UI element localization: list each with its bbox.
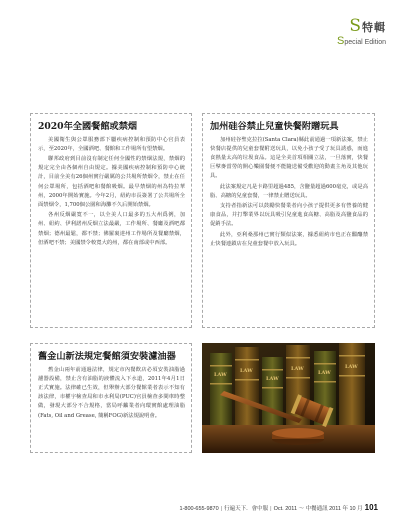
article-grease-filter [30, 343, 192, 453]
svg-text:LAW: LAW [291, 366, 304, 372]
svg-text:LAW: LAW [240, 368, 253, 374]
law-book [262, 357, 283, 427]
page-footer: 1-800-655-9870 | 行遍天下．會中服 | Oct. 2011 ～ 中餐通訊 2011 年 10 月 101 [179, 503, 378, 512]
edition-word: S特輯 [349, 16, 386, 36]
article-paragraph: 各州反烟嚴寬不一，以全美人口最多的五大州爲例，加州、紐約、伊利諾州反烟立法最嚴，工作場所、餐廳及酒吧都禁烟；德州最鬆，都不禁；佛羅裏達州工作場所及餐廳禁烟，但酒吧不禁；美國禁令較寬大的州，都在南部或中西部。 [38, 212, 185, 246]
article-paragraph: 美國衛生與公眾服務部下屬疾病控制和預防中心官員表示，至2020年，全國酒吧、餐館和工作場所有望禁烟。 [38, 136, 185, 152]
special-edition-badge [337, 18, 386, 47]
svg-text:LAW: LAW [318, 370, 331, 376]
footer-magazine: 行遍天下．會中服 [224, 506, 269, 512]
page-number: 101 [364, 503, 378, 512]
footer-issue: Oct. 2011 ～ 中餐通訊 2011 年 10 月 [273, 506, 363, 512]
edition-s-letter: S [349, 16, 362, 36]
law-book [210, 353, 232, 428]
article-title: 加州硅谷禁止兒童快餐附贈玩具 [210, 121, 339, 132]
svg-text:LAW: LAW [266, 376, 279, 382]
gavel-illustration [202, 343, 375, 453]
article-paragraph: 支持者指新法可以鼓勵快餐業者向小孩子提供更多有營養的健康食品，并打擊業界以玩具吸引兒童進食高糖、高脂及高鹽食品的促銷手法。 [210, 202, 368, 228]
gavel-law-books-photo [202, 343, 375, 453]
article-title: 2020年全國餐館或禁烟 [38, 121, 138, 132]
article-paragraph: 聯邦政府到目前沒有制定任何全國性的禁烟法規，禁烟的規定完全由各個州自由規定。據美國疾病控制和預防中心統計，目前全美有26個州實行嚴厲的公共場所禁烟令，禁止在任何公眾場所，包括酒吧和餐館吸烟。最早禁烟的州為特拉華州，2000年開始實施。今年2月，紐約市長簽署了公共場所全面禁烟令，1,700個公園和海灘不久后開始禁烟。 [38, 155, 185, 208]
article-paragraph: 此外，亞利桑那州已實行類似法案，據悉紐約市也正在醞釀禁止快餐連鎖店在兒童套餐中放入玩具。 [210, 231, 368, 247]
svg-text:LAW: LAW [345, 364, 358, 370]
footer-phone: 1-800-655-9870 [179, 506, 219, 512]
article-paragraph: 此法案規定凡是卡路里超過485，含鹽量超過600毫克，或是高脂、高糖的兒童套餐，一律禁止贈送玩具。 [210, 183, 368, 199]
svg-text:LAW: LAW [214, 372, 227, 378]
article-paragraph: 加州硅谷聖克拉拉(Santa Clara)縣此前通過一項新法案，禁止快餐店提供的兒童套餐附送玩具，以免小孩子受了玩具誘惑，而進食熱量太高的垃圾食品。這是全美首項相關立法，一旦落實，快餐巨擘麥當勞的開心樂園餐便不能隨送備受歡迎的動畫主角及其他玩具。 [210, 136, 368, 180]
article-toy-ban [202, 113, 375, 328]
article-title: 舊金山新法規定餐館須安裝濾油器 [38, 351, 176, 362]
article-paragraph: 舊金山兩年前通過法律，規定市內餐飲店必須安裝油脂過濾器設備，禁止含有油脂的液體流入下水道，2011年4月1日正式實施。法律確已生效，但舉辦大部分餐館業者表示不知有該法律，市權宇檢查局和市水利局(PUC)官員檢查多間車時整做，發現大部分不合規格，當局呼籲業者向環實館處理油脂(Fats, Oil and Grease, 簡稱FOG)新法規說明會。 [38, 366, 185, 419]
article-smoking-ban [30, 113, 192, 328]
edition-label: Special Edition [337, 35, 386, 47]
